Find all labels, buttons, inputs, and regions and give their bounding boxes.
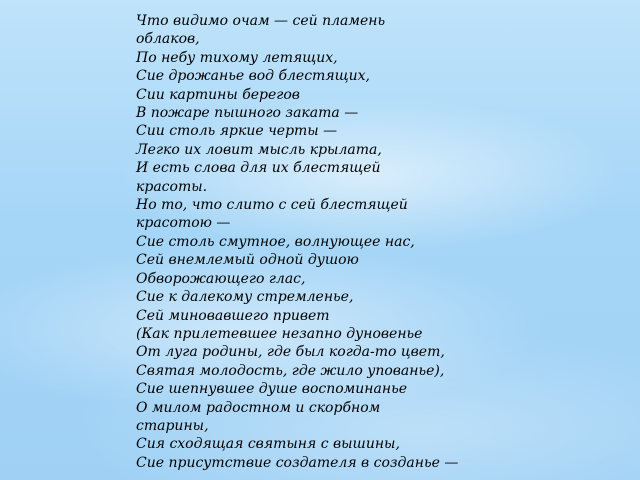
- poem-line: Но то, что слито с сей блестящей: [136, 197, 408, 214]
- poem-line: старины,: [136, 417, 209, 434]
- poem-line: красоты.: [136, 178, 208, 195]
- poem-line: Сие дрожанье вод блестящих,: [136, 68, 370, 85]
- poem-line: (Как прилетевшее незапно дуновенье: [136, 325, 423, 342]
- poem-line: Сие к далекому стремленье,: [136, 289, 354, 306]
- poem-line: Обворожающего глас,: [136, 270, 306, 287]
- poem-line: Сей внемлемый одной душою: [136, 252, 359, 269]
- poem-line: Сия сходящая святыня с вышины,: [136, 436, 400, 453]
- poem-line: Легко их ловит мысль крылата,: [136, 141, 382, 158]
- poem-line: От луга родины, где был когда-то цвет,: [136, 344, 445, 361]
- poem-line: Сии столь яркие черты —: [136, 123, 338, 140]
- poem-line: Сие шепнувшее душе воспоминанье: [136, 381, 407, 398]
- poem-line: В пожаре пышного заката —: [136, 105, 359, 122]
- poem-line: красотою —: [136, 215, 231, 232]
- poem-line: Сии картины берегов: [136, 86, 300, 103]
- poem-line: И есть слова для их блестящей: [136, 160, 381, 177]
- poem-line: Святая молодость, где жило упованье),: [136, 362, 445, 379]
- poem-text: [136, 12, 486, 472]
- poem-line: Сие столь смутное, волнующее нас,: [136, 233, 415, 250]
- poem-line: Что видимо очам — сей пламень: [136, 13, 386, 29]
- poem-line: Сей миновавшего привет: [136, 307, 330, 324]
- poem-line: По небу тихому летящих,: [136, 49, 338, 66]
- poem-line: Сие присутствие создателя в созданье —: [136, 454, 459, 471]
- poem-line: О милом радостном и скорбном: [136, 399, 381, 416]
- poem-line: облаков,: [136, 31, 200, 48]
